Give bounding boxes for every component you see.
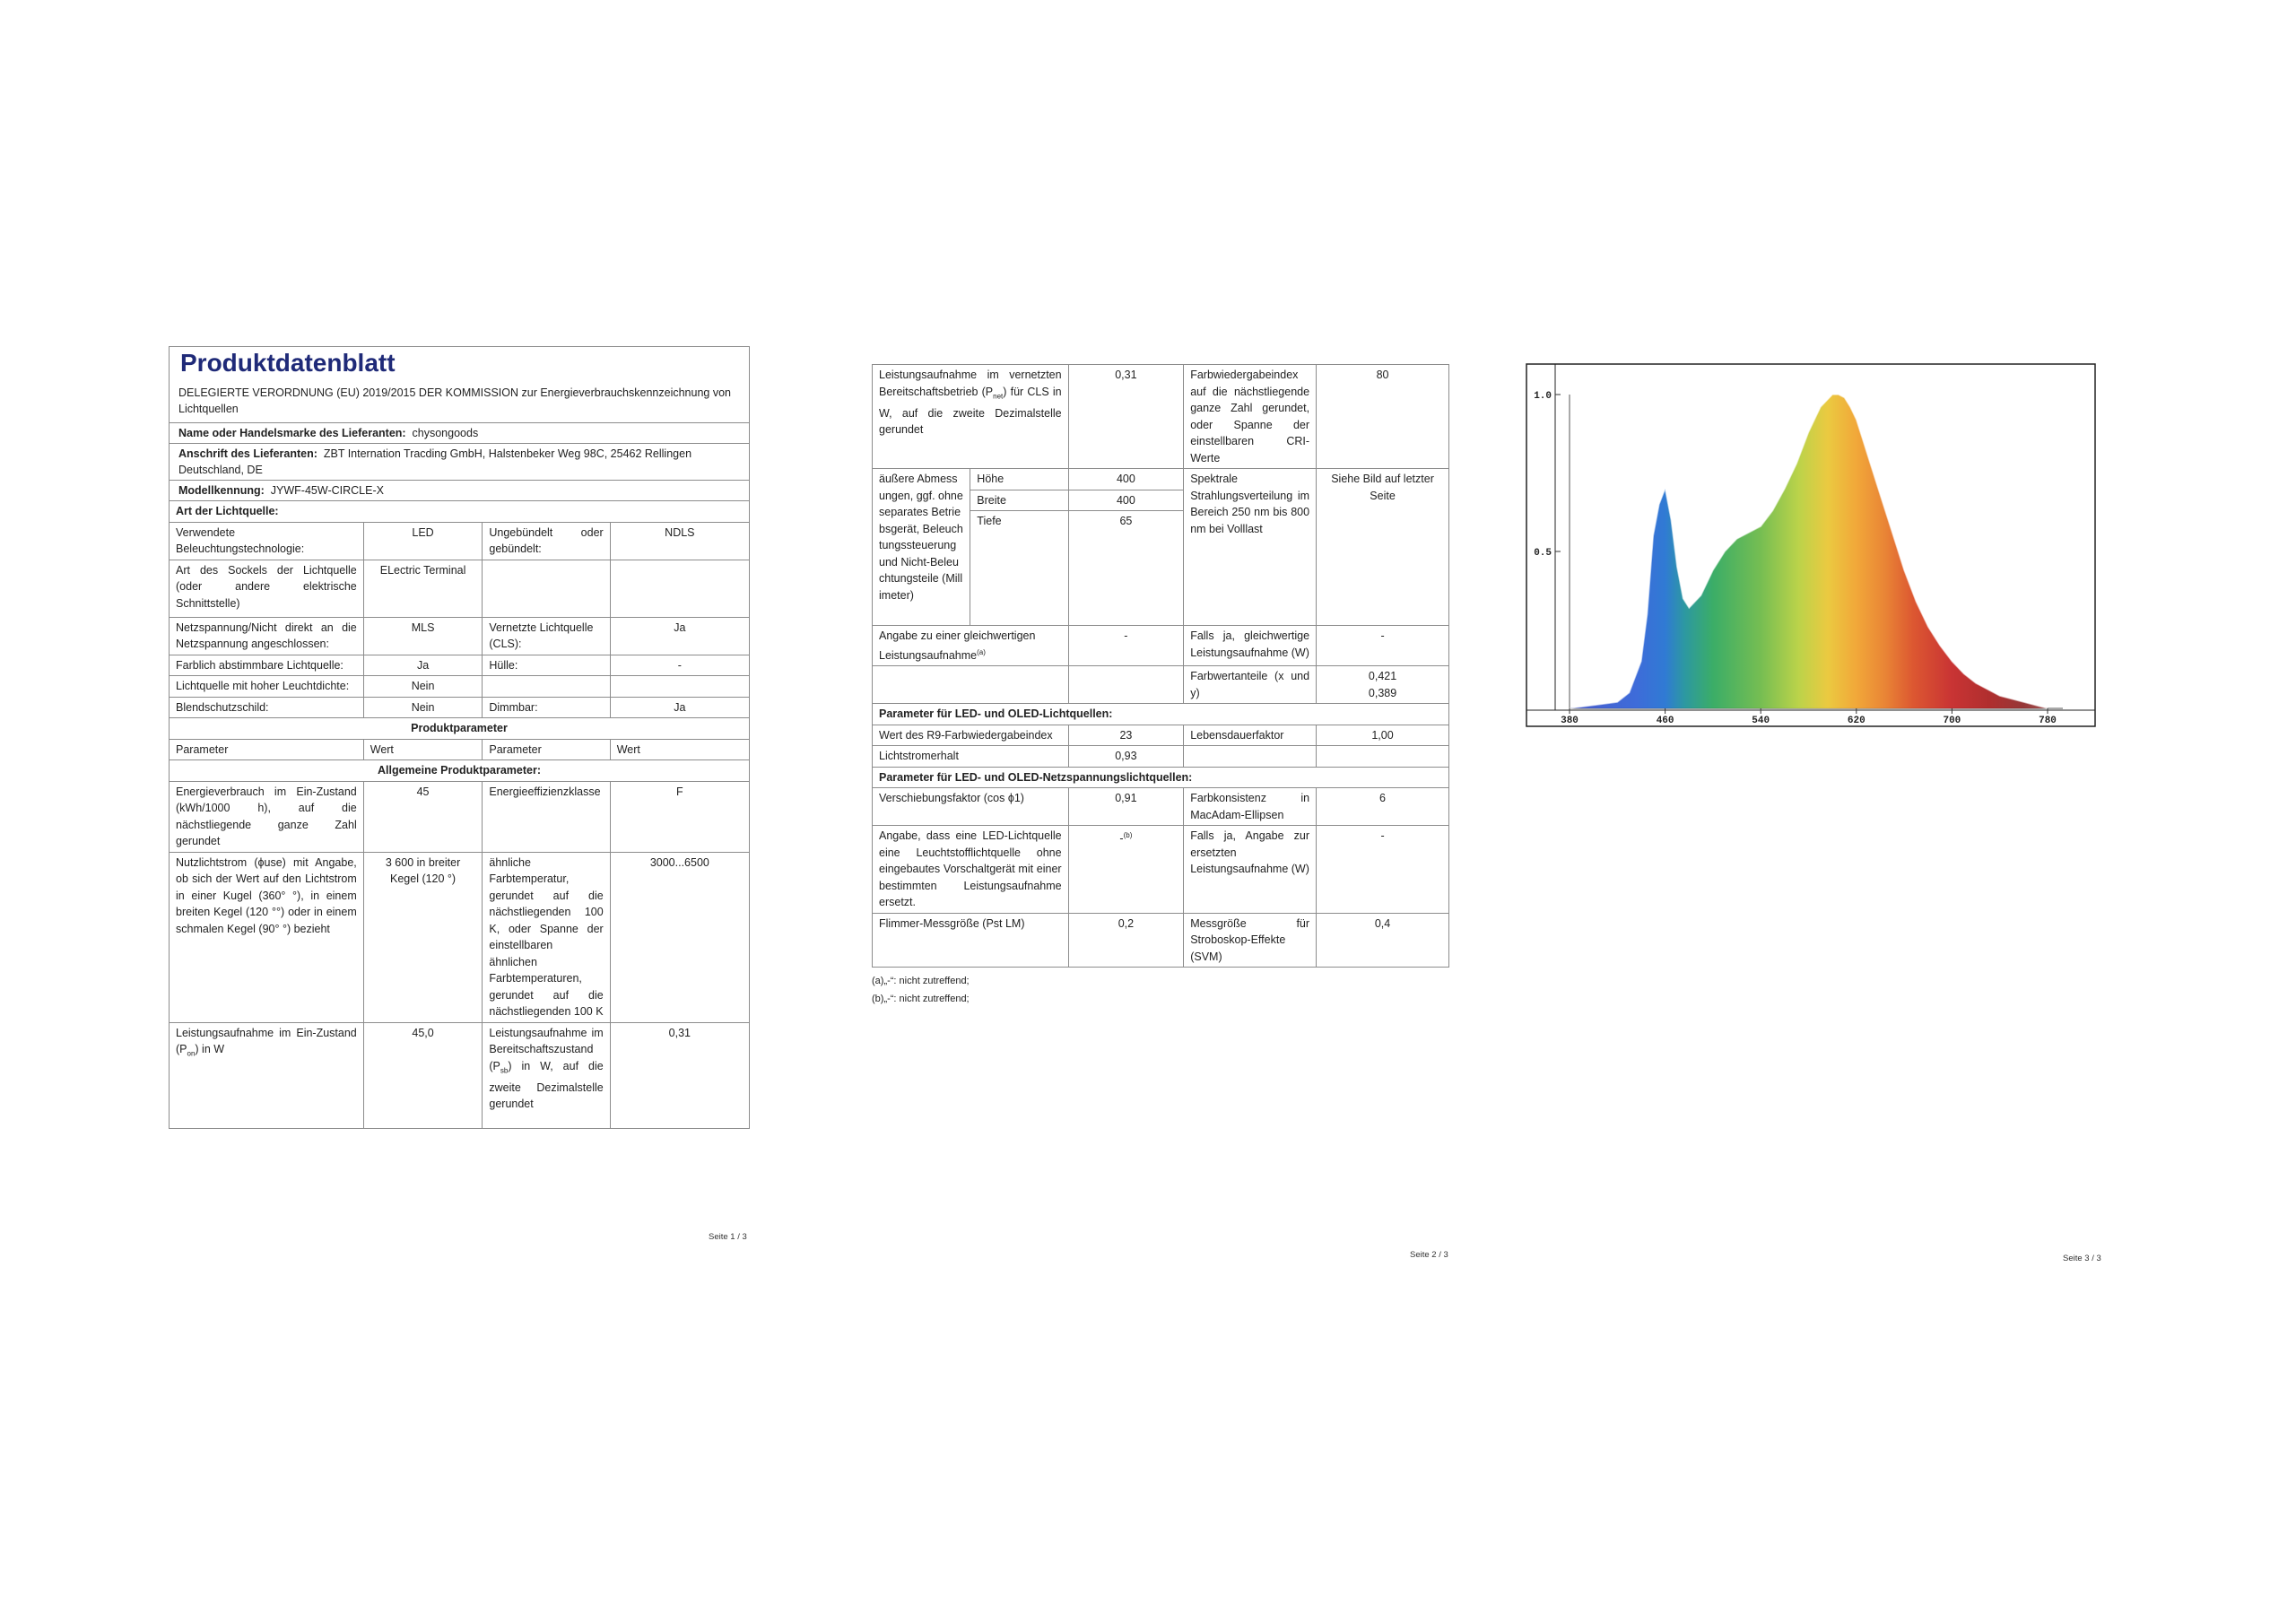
cell-empty [873, 666, 1069, 704]
chart-area [1570, 395, 2048, 708]
x-tick-label: 700 [1943, 716, 1961, 726]
datasheet-page-2 [872, 364, 1449, 1260]
cell-label: Flimmer-Messgröße (Pst LM) [873, 913, 1069, 968]
cell-label: Nutzlichtstrom (ϕuse) mit Angabe, ob sich der Wert auf den Lichtstrom in einer Kugel (360° °), in einem breiten Kegel (120 °°) oder in einem schmalen Kegel (90° °) bezieht [170, 852, 364, 1022]
chromaticity-y: 0,389 [1368, 686, 1397, 699]
cell-value: NDLS [610, 522, 749, 560]
cell-label [873, 626, 1069, 666]
model-row [170, 481, 749, 501]
cell-label: Lichtquelle mit hoher Leuchtdichte: [170, 676, 364, 698]
label-part: Angabe zu einer gleichwertigen Leistungsaufnahme [879, 629, 1036, 662]
dim-value-hoehe: 400 [1068, 469, 1184, 490]
cell-label: Art des Sockels der Lichtquelle (oder andere elektrische Schnittstelle) [170, 560, 364, 617]
cell-value: 6 [1317, 788, 1449, 826]
supplier-address-label: Anschrift des Lieferanten: [178, 447, 317, 460]
regulation-intro: DELEGIERTE VERORDNUNG (EU) 2019/2015 DER KOMMISSION zur Energieverbrauchskennzeichnung von Lichtquellen [170, 385, 749, 423]
label-part: ) in W [195, 1043, 225, 1055]
x-tick-label: 460 [1656, 716, 1674, 726]
page1-parameter-table [169, 500, 750, 1129]
page-number: Seite 3 / 3 [2063, 1254, 2101, 1263]
spectrum-chart-svg [1525, 362, 2108, 735]
cell-label [873, 365, 1069, 469]
cell-empty [1317, 746, 1449, 768]
cell-label: ähnliche Farbtemperatur, gerundet auf die nächstliegenden 100 K, oder Spanne der einstellbaren ähnlichen Farbtemperaturen, gerundet auf die nächstliegenden 100 K [483, 852, 610, 1022]
label-part: Leistungsaufnahme im Bereitschaftszustand (P [489, 1026, 604, 1072]
value-part: - [1119, 832, 1124, 846]
cell-label: Dimmbar: [483, 697, 610, 718]
cell-label: Falls ja, Angabe zur ersetzten Leistungsaufnahme (W) [1184, 826, 1317, 914]
section-lichtquelle: Art der Lichtquelle: [170, 501, 750, 523]
dim-label-hoehe: Höhe [970, 469, 1068, 490]
y-tick-label: 0.5 [1534, 548, 1552, 559]
cell-label: Messgröße für Stroboskop-Effekte (SVM) [1184, 913, 1317, 968]
cell-label: Blendschutzschild: [170, 697, 364, 718]
dim-label-tiefe: Tiefe [970, 511, 1068, 626]
cell-value: 0,91 [1068, 788, 1184, 826]
cell-label: Wert des R9-Farbwiedergabeindex [873, 725, 1069, 746]
dim-value-breite: 400 [1068, 490, 1184, 511]
cell-label: Energieeffizienzklasse [483, 781, 610, 852]
cell-label: äußere Abmessungen, ggf. ohne separates Betriebsgerät, Beleuchtungssteuerung und Nicht-Beleuchtungsteile (Millimeter) [873, 469, 970, 626]
cell-label: Verschiebungsfaktor (cos ϕ1) [873, 788, 1069, 826]
cell-value: LED [363, 522, 483, 560]
cell-label: Verwendete Beleuchtungstechnologie: [170, 522, 364, 560]
supplier-name-value: chysongoods [412, 427, 479, 439]
cell-value: MLS [363, 617, 483, 655]
cell-value: 23 [1068, 725, 1184, 746]
cell-value: - [1317, 826, 1449, 914]
cell-empty [1184, 746, 1317, 768]
page2-parameter-table [872, 364, 1449, 968]
label-part: Leistungsaufnahme im Ein-Zustand (P [176, 1026, 357, 1055]
cell-label: Farbkonsistenz in MacAdam-Ellipsen [1184, 788, 1317, 826]
cell-value: Siehe Bild auf letzter Seite [1317, 469, 1449, 626]
cell-value [1317, 666, 1449, 704]
cell-label: Spektrale Strahlungsverteilung im Bereich 250 nm bis 800 nm bei Volllast [1184, 469, 1317, 626]
label-part: ) in W, auf die zweite Dezimalstelle gerundet [489, 1059, 604, 1110]
footnote-ref: (a) [977, 647, 986, 656]
supplier-name-row [170, 423, 749, 444]
x-tick-label: 780 [2039, 716, 2057, 726]
cell-empty [483, 560, 610, 617]
label-subscript: net [993, 392, 1004, 400]
chromaticity-x: 0,421 [1368, 670, 1397, 683]
cell-empty [610, 676, 749, 698]
cell-empty [1068, 666, 1184, 704]
cell-empty [610, 560, 749, 617]
cell-value: - [1317, 626, 1449, 666]
header-parameter: Parameter [483, 739, 610, 760]
x-tick-label: 540 [1752, 716, 1770, 726]
cell-value: 3 600 in breiter Kegel (120 °) [363, 852, 483, 1022]
cell-label: Netzspannung/Nicht direkt an die Netzspannung angeschlossen: [170, 617, 364, 655]
cell-value: 80 [1317, 365, 1449, 469]
cell-label: Falls ja, gleichwertige Leistungsaufnahme (W) [1184, 626, 1317, 666]
cell-value: F [610, 781, 749, 852]
y-tick-label: 1.0 [1534, 391, 1552, 402]
supplier-address-value: ZBT Internation Tracding GmbH, Halstenbeker Weg 98C, 25462 Rellingen Deutschland, DE [178, 447, 692, 476]
footnote-ref: (b) [1123, 831, 1133, 840]
cell-value: Nein [363, 676, 483, 698]
cell-label: Angabe, dass eine LED-Lichtquelle eine Leuchtstofflichtquelle ohne eingebautes Vorschaltgerät mit einer bestimmten Leistungsaufnahme ersetzt. [873, 826, 1069, 914]
cell-label: Farblich abstimmbare Lichtquelle: [170, 655, 364, 676]
section-allgemein: Allgemeine Produktparameter: [170, 760, 750, 782]
footnote-b: (b)„-“: nicht zutreffend; [872, 994, 970, 1005]
cell-label [170, 1022, 364, 1128]
document-title: Produktdatenblatt [180, 349, 396, 377]
page1-frame [169, 346, 750, 1129]
label-subscript: on [187, 1049, 196, 1058]
model-value: JYWF-45W-CIRCLE-X [270, 484, 384, 497]
cell-label: Lebensdauerfaktor [1184, 725, 1317, 746]
cell-value: 1,00 [1317, 725, 1449, 746]
section-netz: Parameter für LED- und OLED-Netzspannungslichtquellen: [873, 767, 1449, 788]
spectrum-chart [1525, 362, 2108, 735]
cell-empty [483, 676, 610, 698]
cell-value: 0,4 [1317, 913, 1449, 968]
cell-label: Farbwiedergabeindex auf die nächstliegende ganze Zahl gerundet, oder Spanne der einstellbaren CRI-Werte [1184, 365, 1317, 469]
supplier-name-label: Name oder Handelsmarke des Lieferanten: [178, 427, 406, 439]
cell-value: 0,31 [1068, 365, 1184, 469]
cell-value: Ja [363, 655, 483, 676]
cell-value: 45 [363, 781, 483, 852]
header-wert: Wert [363, 739, 483, 760]
header-wert: Wert [610, 739, 749, 760]
dim-value-tiefe: 65 [1068, 511, 1184, 626]
dim-label-breite: Breite [970, 490, 1068, 511]
cell-label: Energieverbrauch im Ein-Zustand (kWh/1000 h), auf die nächstliegende ganze Zahl gerundet [170, 781, 364, 852]
label-part: Leistungsaufnahme im vernetzten Bereitschaftsbetrieb (P [879, 369, 1062, 398]
cell-value: 0,93 [1068, 746, 1184, 768]
x-tick-label: 380 [1561, 716, 1578, 726]
section-led: Parameter für LED- und OLED-Lichtquellen: [873, 704, 1449, 725]
footnotes [872, 971, 1449, 1009]
label-subscript: sb [500, 1066, 509, 1074]
footnote-a: (a)„-“: nicht zutreffend; [872, 976, 970, 987]
page-number: Seite 1 / 3 [709, 1232, 747, 1242]
cell-label: Ungebündelt oder gebündelt: [483, 522, 610, 560]
x-tick-label: 620 [1847, 716, 1866, 726]
header-parameter: Parameter [170, 739, 364, 760]
cell-value: - [610, 655, 749, 676]
cell-label: Lichtstromerhalt [873, 746, 1069, 768]
cell-value: 45,0 [363, 1022, 483, 1128]
cell-value: ELectric Terminal [363, 560, 483, 617]
cell-label [483, 1022, 610, 1128]
label-part: ) für CLS in W, auf die zweite Dezimalstelle gerundet [879, 385, 1062, 436]
model-label: Modellkennung: [178, 484, 265, 497]
cell-value: 0,2 [1068, 913, 1184, 968]
cell-value: 0,31 [610, 1022, 749, 1128]
cell-value: 3000...6500 [610, 852, 749, 1022]
cell-value: Ja [610, 697, 749, 718]
section-produktparameter: Produktparameter [170, 718, 750, 740]
page-number: Seite 2 / 3 [1410, 1250, 1448, 1260]
cell-value: Ja [610, 617, 749, 655]
cell-value: Nein [363, 697, 483, 718]
cell-label: Hülle: [483, 655, 610, 676]
cell-value: - [1068, 626, 1184, 666]
cell-label: Farbwertanteile (x und y) [1184, 666, 1317, 704]
datasheet-page-1 [169, 346, 750, 1242]
datasheet-page-3 [1525, 362, 2108, 1263]
cell-value [1068, 826, 1184, 914]
supplier-address-row [170, 444, 749, 481]
cell-label: Vernetzte Lichtquelle (CLS): [483, 617, 610, 655]
